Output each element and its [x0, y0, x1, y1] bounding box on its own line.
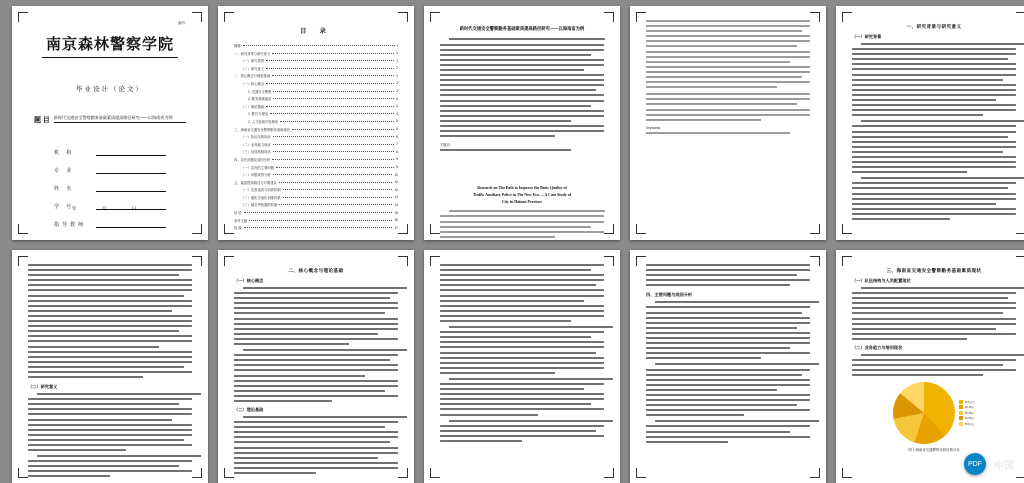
toc-entry-text: 2. 人力资源开发理论 [248, 119, 279, 124]
toc-leader-dots [283, 196, 393, 198]
pie-chart-legend [959, 382, 975, 444]
crop-mark [224, 12, 234, 22]
toc-leader-dots [244, 211, 393, 213]
toc-entry-text: 一、研究背景与研究意义 [234, 51, 271, 56]
toc-leader-dots [272, 158, 394, 160]
toc-entry-text: 参考文献 [234, 218, 248, 223]
pdf-icon[interactable]: PDF [964, 453, 986, 475]
crop-mark [1016, 12, 1024, 22]
toc-entry-text: 致 谢 [234, 226, 242, 231]
toc-entry-text: （二）理论基础 [241, 104, 265, 109]
toc-entry[interactable] [234, 134, 398, 139]
toc-leader-dots [279, 181, 392, 183]
toc-entry-page: 1 [396, 51, 398, 56]
page-9-body [646, 264, 810, 472]
toc-leader-dots [266, 59, 394, 61]
legend-item [959, 416, 975, 420]
toc-entry-page: 9 [396, 165, 398, 169]
legend-item [959, 422, 975, 426]
section-3-sub-1: （一）队伍结构与人员配置现状 [852, 278, 911, 283]
crop-mark [604, 12, 614, 22]
section-2-title: 二、核心概念与理论基础 [288, 268, 344, 273]
toc-entry[interactable] [234, 96, 398, 101]
toc-leader-dots [283, 188, 393, 190]
toc-entry[interactable] [234, 127, 398, 132]
cover-field [54, 147, 166, 156]
toc-entry-text: （一）完善选拔与培养机制 [241, 188, 281, 193]
toc-entry-text: （二）问题成因分析 [241, 173, 271, 178]
crop-mark [430, 12, 440, 22]
crop-mark [810, 224, 820, 234]
toc-entry-page: 9 [396, 157, 398, 162]
zoom-label: 中国 [994, 460, 1014, 472]
school-underline [42, 57, 178, 58]
toc-leader-dots [266, 67, 394, 69]
toc-entry-text: （一）存在的主要问题 [241, 165, 274, 170]
page-9-section-2-cont[interactable] [630, 250, 826, 483]
toc-leader-dots [273, 150, 394, 152]
legend-label: 36-45岁 [964, 411, 974, 415]
page-2-toc[interactable] [218, 6, 414, 240]
toc-entry[interactable] [234, 157, 398, 162]
crop-mark [604, 468, 614, 478]
abstract-cn-keywords-label: 关键词： [440, 143, 453, 148]
cover-title-value: 新时代交通安全警察勤务基础素质提高路径研究——以海南省为例 [54, 115, 186, 123]
viewer-controls[interactable] [964, 453, 1014, 475]
cover-field [54, 165, 166, 174]
toc-entry-text: （二）强化实战化训练体系 [241, 195, 281, 200]
toc-entry-text: 1. 胜任力理论 [248, 112, 269, 117]
cover-fields [28, 147, 192, 228]
toc-entry-page: 10 [394, 172, 398, 177]
page-5-section-1[interactable] [836, 6, 1024, 240]
cover-field-line[interactable] [96, 219, 166, 228]
toc-entry-page: 3 [396, 81, 398, 86]
toc-entry-page: 6 [396, 134, 398, 139]
crop-mark [1016, 224, 1024, 234]
toc-entry-page: 1 [396, 58, 398, 63]
toc-entry-text: 二、核心概念与理论基础 [234, 74, 271, 79]
section-2-sub-2: （二）理论基础 [234, 406, 264, 412]
toc-entry[interactable] [234, 43, 398, 48]
legend-item [959, 411, 975, 415]
abstract-en-keywords-label: Keywords: [646, 125, 661, 130]
abstract-en-title-line-1: Research on The Path to Improve the Basic Quality of [477, 186, 567, 191]
toc-entry-page: 8 [396, 149, 398, 154]
toc-entry[interactable] [234, 172, 398, 177]
page-10-body [852, 264, 1016, 472]
toc-entry-text: （一）队伍结构现状 [241, 135, 271, 140]
toc-entry[interactable] [234, 51, 398, 56]
abstract-en-title-line-2: Traffic Auxiliary Police in The New Era — A Case Study of [472, 193, 572, 198]
toc-entry-text: （二）研究意义 [241, 66, 265, 71]
toc-entry[interactable] [234, 218, 398, 223]
crop-mark [192, 256, 202, 266]
toc-entry[interactable] [234, 180, 398, 185]
toc-entry[interactable] [234, 210, 398, 215]
page-4-abstract-en[interactable] [630, 6, 826, 240]
toc-entry-page: 2 [396, 66, 398, 71]
abstract-cn-body [440, 38, 604, 137]
toc-entry-text: 1. 交通安全警察 [248, 89, 272, 94]
cover-field-line[interactable] [96, 183, 166, 192]
crop-mark [18, 468, 28, 478]
toc-entry[interactable] [234, 111, 398, 116]
cover-field-line[interactable] [96, 165, 166, 174]
school-name: 南京森林警察学院 [45, 37, 174, 53]
legend-label: 46-55岁 [964, 417, 974, 421]
section-3-title: 三、海南省交通安全警察勤务基础素质现状 [886, 268, 982, 273]
crop-mark [430, 224, 440, 234]
toc-entry-page: 12 [394, 180, 398, 185]
toc-entry-page: 17 [394, 225, 398, 230]
toc-entry[interactable] [234, 81, 398, 86]
section-1-sub: （一）研究背景 [852, 34, 882, 39]
crop-mark [398, 12, 408, 22]
toc-entry-page: 13 [394, 195, 398, 200]
toc-entry-text: （三）培训机制现状 [241, 150, 271, 155]
cover-date: 年 月 日 [71, 206, 149, 211]
cover-title-key: 题 目 [34, 116, 50, 124]
legend-label: 25岁以下 [964, 400, 976, 404]
toc-leader-dots [273, 173, 393, 175]
crop-mark [842, 12, 852, 22]
crop-mark [192, 12, 202, 22]
page-6-section-1-cont[interactable] [12, 250, 208, 483]
toc-title: 目 录 [300, 29, 332, 35]
abstract-en-title-line-3: City in Hainan Province [501, 200, 543, 205]
toc-leader-dots [244, 226, 393, 228]
toc-leader-dots [249, 219, 392, 221]
toc-entry-page: 15 [394, 210, 398, 215]
thesis-type: 毕业设计（论文） [76, 86, 144, 93]
toc-entry-page: 4 [396, 104, 398, 109]
toc-entry[interactable] [234, 149, 398, 154]
cover-field [54, 183, 166, 192]
cover-field-line[interactable] [96, 147, 166, 156]
crop-mark [430, 468, 440, 478]
toc-leader-dots [292, 128, 394, 130]
toc-entry[interactable] [234, 202, 398, 207]
toc-entry-page: 7 [396, 142, 398, 147]
cover-field-label: 姓 名 [54, 187, 75, 192]
toc-entry-text: （一）核心概念 [241, 81, 265, 86]
toc-leader-dots [273, 97, 394, 99]
page-4-body [646, 20, 810, 228]
abstract-en-body [440, 210, 604, 237]
cover-field-label: 指导教师 [54, 223, 87, 228]
section-4-title: 四、主要问题与成因分析 [646, 292, 693, 298]
toc-entry-page: 3 [396, 73, 398, 78]
toc-entry-page: 5 [396, 119, 398, 124]
crop-mark [1016, 256, 1024, 266]
toc-leader-dots [272, 52, 394, 54]
legend-item [959, 400, 975, 404]
toc-entry[interactable] [234, 225, 398, 230]
section-1-sub-2: （二）研究意义 [28, 384, 58, 390]
toc-entry-text: 摘要 [234, 44, 241, 48]
page-5-body [852, 20, 1016, 228]
cover-code-label: 编号: [178, 21, 186, 25]
pie-chart [852, 382, 1016, 444]
legend-label: 26-35岁 [964, 406, 974, 410]
toc-entry-text: 结 语 [234, 211, 242, 216]
legend-label: 55岁以上 [964, 422, 976, 426]
page-7-body [234, 264, 398, 472]
cover-title-row [28, 115, 192, 125]
toc-entry[interactable] [234, 73, 398, 78]
section-3-sub-2: （二）业务能力与培训现状 [852, 344, 903, 350]
page-8-body [440, 264, 604, 472]
crop-mark [192, 224, 202, 234]
toc-entry[interactable] [234, 66, 398, 71]
abstract-cn-title: 新时代交通安全警察勤务基础素质提高路径研究——以海南省为例 [459, 26, 585, 31]
crop-mark [810, 468, 820, 478]
crop-mark [636, 12, 646, 22]
crop-mark [604, 224, 614, 234]
toc-entry-text: 三、海南省交通安全警察勤务基础现状 [234, 127, 291, 132]
crop-mark [810, 12, 820, 22]
toc-entry-page: 6 [396, 127, 398, 132]
page-3-abstract-cn[interactable] [424, 6, 620, 240]
toc-leader-dots [273, 143, 394, 145]
section-2-sub-1: （一）核心概念 [234, 278, 264, 283]
crop-mark [224, 468, 234, 478]
toc-entry-page: I [397, 43, 398, 48]
toc-leader-dots [266, 105, 394, 107]
crop-mark [1016, 468, 1024, 478]
toc-entry-text: 四、存在问题及成因分析 [234, 157, 271, 162]
toc-entry-page: 4 [396, 111, 398, 116]
crop-mark [810, 256, 820, 266]
toc-entry-page: 16 [394, 218, 398, 223]
toc-entry[interactable] [234, 104, 398, 109]
section-1-title: 一、研究背景与研究意义 [906, 24, 962, 29]
toc-leader-dots [273, 135, 394, 137]
crop-mark [224, 224, 234, 234]
crop-mark [224, 256, 234, 266]
toc-entry[interactable] [234, 187, 398, 192]
crop-mark [18, 224, 28, 234]
cover-field [54, 219, 166, 228]
crop-mark [636, 256, 646, 266]
crop-mark [18, 256, 28, 266]
toc-entry-text: （二）业务能力现状 [241, 142, 271, 147]
toc-entry-text: （三）健全考核激励机制 [241, 203, 278, 208]
crop-mark [398, 224, 408, 234]
legend-item [959, 405, 975, 409]
toc-leader-dots [266, 82, 394, 84]
page-6-body [28, 264, 192, 472]
page-7-section-2[interactable] [218, 250, 414, 483]
toc-list [234, 43, 398, 230]
cover-field-label: 专 业 [54, 169, 75, 174]
toc-entry[interactable] [234, 119, 398, 124]
toc-entry-text: 2. 勤务基础素质 [248, 97, 272, 102]
crop-mark [636, 224, 646, 234]
cover-field-label: 学 号 [54, 205, 75, 210]
crop-mark [18, 12, 28, 22]
crop-mark [398, 468, 408, 478]
toc-entry-page: 3 [396, 89, 398, 94]
crop-mark [842, 468, 852, 478]
crop-mark [842, 224, 852, 234]
toc-entry[interactable] [234, 165, 398, 170]
toc-entry-page: 14 [394, 202, 398, 207]
toc-entry[interactable] [234, 195, 398, 200]
crop-mark [192, 468, 202, 478]
page-1-cover[interactable] [12, 6, 208, 240]
page-8-section-2-cont[interactable] [424, 250, 620, 483]
crop-mark [398, 256, 408, 266]
toc-leader-dots [243, 44, 395, 46]
toc-entry[interactable] [234, 89, 398, 94]
toc-leader-dots [273, 90, 394, 92]
toc-leader-dots [280, 120, 394, 122]
cover-field-label: 机 构 [54, 151, 75, 156]
toc-leader-dots [270, 112, 394, 114]
crop-mark [842, 256, 852, 266]
toc-leader-dots [272, 74, 394, 76]
toc-leader-dots [276, 166, 394, 168]
toc-entry-text: 五、素质提高路径与对策建议 [234, 180, 277, 185]
crop-mark [430, 256, 440, 266]
toc-entry[interactable] [234, 58, 398, 63]
toc-entry-page: 12 [394, 187, 398, 192]
toc-entry-page: 4 [396, 96, 398, 101]
figure-caption: 图 1 海南省交通警察年龄结构分布 [908, 448, 960, 453]
page-10-section-3-figure[interactable] [836, 250, 1024, 483]
toc-leader-dots [279, 203, 392, 205]
pie-chart-graphic [893, 382, 955, 444]
toc-entry[interactable] [234, 142, 398, 147]
toc-entry-text: （一）研究背景 [241, 59, 265, 64]
crop-mark [604, 256, 614, 266]
crop-mark [636, 468, 646, 478]
